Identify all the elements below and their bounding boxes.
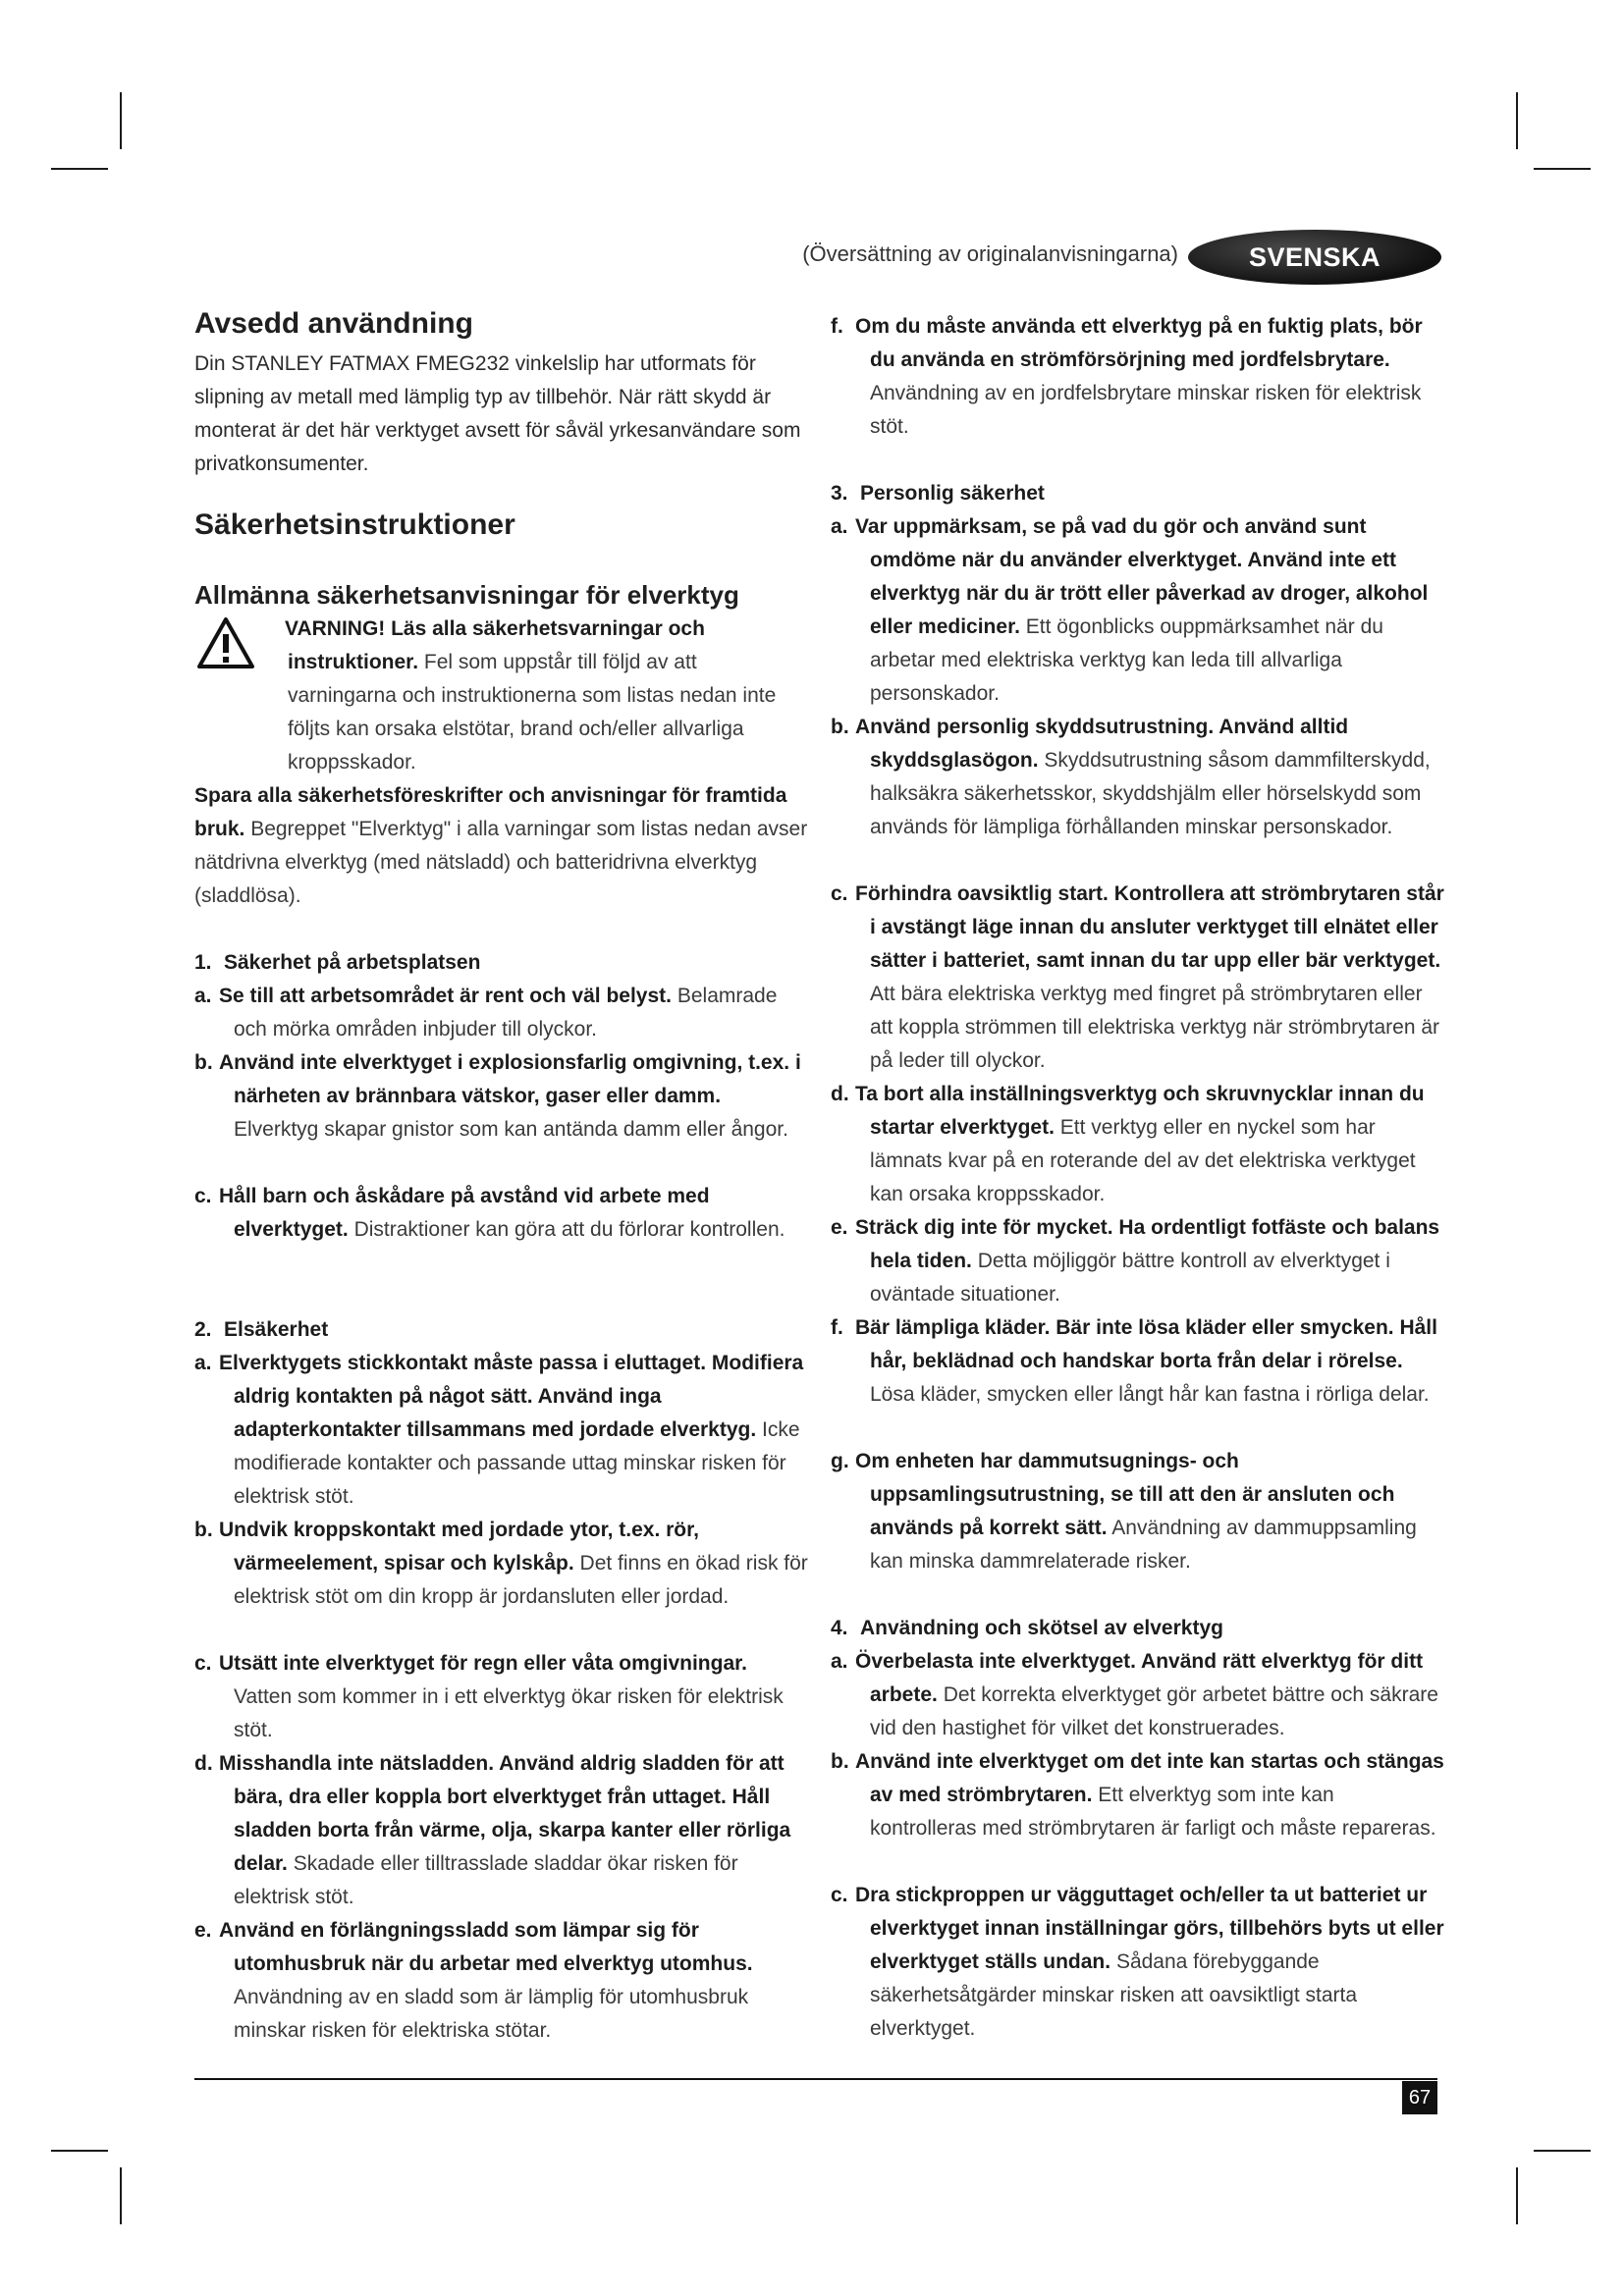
- list-item-bold-text: Håll barn och åskådare på avstånd vid arbete med elverktyget.: [219, 1185, 710, 1241]
- list-item-bold-text: Använd inte elverktyget i explosionsfarlig omgivning, t.ex. i närheten av brännbara vätskor, gaser eller damm.: [219, 1051, 801, 1107]
- safety-heading: Säkerhetsinstruktioner: [194, 508, 515, 541]
- warning-text: [285, 613, 808, 779]
- list-item-body: [831, 1211, 1444, 1311]
- save-bold: Spara alla säkerhetsföreskrifter och anvisningar för framtida bruk.: [194, 784, 787, 840]
- list-item-body: [194, 1180, 808, 1247]
- list-item-label: g.: [831, 1450, 849, 1472]
- list-item-body: [831, 310, 1444, 444]
- list-item-text: Detta möjliggör bättre kontroll av elverktyget i oväntade situationer.: [870, 1250, 1390, 1306]
- list-item-bold-text: Dra stickproppen ur vägguttaget och/eller ta ut batteriet ur elverktyget innan inställningar görs, tillbehörs byts ut eller elverktyget ställs undan.: [855, 1884, 1444, 1973]
- list-item-body: [831, 878, 1444, 1078]
- list-item: [194, 1347, 808, 1514]
- intended-use-text: Din STANLEY FATMAX FMEG232 vinkelslip har utformats för slipning av metall med lämplig typ av tillbehör. När rätt skydd är monterat är det här verktyget avsett för såväl yrkesanvändare som privatkonsumenter.: [194, 352, 801, 475]
- list-item-label: b.: [831, 1750, 849, 1773]
- list-item-bold-text: Använd en förlängningssladd som lämpar sig för utomhusbruk när du arbetar med elverktyg utomhus.: [219, 1919, 753, 1975]
- list-item-body: [831, 510, 1444, 711]
- save-instructions: [194, 779, 808, 913]
- list-item-text: Skyddsutrustning såsom dammfilterskydd, halksäkra säkerhetsskor, skyddshjälm eller hörselskydd som används för lämpliga förhållanden minskar personskador.: [870, 749, 1431, 838]
- list-item-body: [194, 1046, 808, 1147]
- list-item-label: f.: [831, 315, 843, 338]
- section-heading: 3. Personlig säkerhet: [831, 482, 1045, 505]
- list-item-text: Användning av en sladd som är lämplig för utomhusbruk minskar risken för elektriska stötar.: [234, 1986, 749, 2042]
- list-item-body: [831, 711, 1444, 844]
- section-heading: 4. Användning och skötsel av elverktyg: [831, 1617, 1223, 1639]
- list-item-label: c.: [831, 882, 848, 905]
- list-item: [831, 1311, 1444, 1412]
- list-item-bold-text: Misshandla inte nätsladden. Använd aldrig sladden för att bära, dra eller koppla bort elverktyget från uttaget. Håll sladden borta från värme, olja, skarpa kanter eller rörliga delar.: [219, 1752, 791, 1875]
- list-item: [194, 1747, 808, 1914]
- list-item: [831, 310, 1444, 444]
- list-item: [194, 1914, 808, 2048]
- list-item-bold-text: Överbelasta inte elverktyget. Använd rätt elverktyg för ditt arbete.: [855, 1650, 1424, 1706]
- list-item: [831, 711, 1444, 844]
- list-item-bold-text: Sträck dig inte för mycket. Ha ordentligt fotfäste och balans hela tiden.: [855, 1216, 1440, 1272]
- list-item-label: a.: [831, 515, 848, 538]
- list-item-label: a.: [831, 1650, 848, 1673]
- list-item: [831, 878, 1444, 1078]
- translation-note: (Översättning av originalanvisningarna): [802, 241, 1178, 266]
- list-item-text: Det finns en ökad risk för elektrisk stöt om din kropp är jordansluten eller jordad.: [234, 1552, 808, 1608]
- list-item-body: [831, 1445, 1444, 1578]
- list-item-body: [831, 1745, 1444, 1845]
- list-item-text: Ett verktyg eller en nyckel som har lämnats kvar på en roterande del av det elektriska verktyget kan orsaka kroppsskador.: [870, 1116, 1416, 1205]
- list-item-body: [194, 980, 808, 1046]
- crop-mark: [120, 2167, 122, 2224]
- list-item-text: Användning av en jordfelsbrytare minskar risken för elektrisk stöt.: [870, 382, 1422, 438]
- section-heading: 1. Säkerhet på arbetsplatsen: [194, 951, 481, 974]
- list-item-text: Det korrekta elverktyget gör arbetet bättre och säkrare vid den hastighet för vilket det konstruerades.: [870, 1683, 1438, 1739]
- list-item-text: Sådana förebyggande säkerhetsåtgärder minskar risken att oavsiktligt starta elverktyget.: [870, 1950, 1358, 2040]
- save-body: Begreppet "Elverktyg" i alla varningar som listas nedan avser nätdrivna elverktyg (med nätsladd) och batteridrivna elverktyg (sladdlösa).: [194, 818, 808, 907]
- list-item-bold-text: Var uppmärksam, se på vad du gör och använd sunt omdöme när du använder elverktyget. Använd inte ett elverktyg när du är trött eller påverkad av droger, alkohol eller mediciner.: [855, 515, 1429, 638]
- list-item-text: Ett elverktyg som inte kan kontrolleras med strömbrytaren är farligt och måste repareras.: [870, 1784, 1436, 1840]
- list-item: [831, 1879, 1444, 2046]
- footer-rule: [194, 2078, 1437, 2080]
- list-item: [194, 980, 808, 1046]
- list-item-label: d.: [831, 1083, 849, 1105]
- list-item-bold-text: Använd inte elverktyget om det inte kan startas och stängas av med strömbrytaren.: [855, 1750, 1444, 1806]
- list-item: [831, 1745, 1444, 1845]
- list-item-text: Belamrade och mörka områden inbjuder till olyckor.: [234, 985, 778, 1041]
- crop-mark: [1516, 2167, 1518, 2224]
- general-safety-heading: Allmänna säkerhetsanvisningar för elverktyg: [194, 580, 739, 610]
- list-item-text: Skadade eller tilltrasslade sladdar ökar risken för elektrisk stöt.: [234, 1852, 738, 1908]
- list-item-bold-text: Se till att arbetsområdet är rent och väl belyst.: [219, 985, 672, 1007]
- list-item-text: Vatten som kommer in i ett elverktyg ökar risken för elektrisk stöt.: [234, 1685, 784, 1741]
- list-item-bold-text: Använd personlig skyddsutrustning. Använd alltid skyddsglasögon.: [855, 716, 1349, 772]
- list-item: [194, 1514, 808, 1614]
- page-number: 67: [1402, 2081, 1437, 2114]
- list-item-label: c.: [194, 1185, 212, 1207]
- list-item-body: [831, 1078, 1444, 1211]
- list-item-body: [194, 1747, 808, 1914]
- list-item-text: Lösa kläder, smycken eller långt hår kan fastna i rörliga delar.: [870, 1383, 1430, 1406]
- crop-mark: [51, 2150, 108, 2152]
- list-item-label: e.: [194, 1919, 212, 1942]
- list-item-text: Icke modifierade kontakter och passande uttag minskar risken för elektrisk stöt.: [234, 1418, 800, 1508]
- list-item: [831, 1211, 1444, 1311]
- list-item-bold-text: Ta bort alla inställningsverktyg och skruvnycklar innan du startar elverktyget.: [855, 1083, 1425, 1139]
- list-item-label: d.: [194, 1752, 213, 1775]
- list-item-text: Distraktioner kan göra att du förlorar kontrollen.: [353, 1218, 785, 1241]
- list-item-label: c.: [831, 1884, 848, 1906]
- list-item-body: [194, 1914, 808, 2048]
- list-item-bold-text: Bär lämpliga kläder. Bär inte lösa kläder eller smycken. Håll hår, beklädnad och handskar borta från delar i rörelse.: [855, 1316, 1437, 1372]
- list-item-bold-text: Om du måste använda ett elverktyg på en fuktig plats, bör du använda en strömförsörjning med jordfelsbrytare.: [855, 315, 1423, 371]
- language-tab: SVENSKA: [1188, 230, 1441, 285]
- list-item: [831, 1078, 1444, 1211]
- list-item-label: b.: [194, 1519, 213, 1541]
- crop-mark: [51, 168, 108, 170]
- list-item-text: Elverktyg skapar gnistor som kan antända damm eller ångor.: [234, 1118, 788, 1141]
- list-item-bold-text: Elverktygets stickkontakt måste passa i eluttaget. Modifiera aldrig kontakten på något sätt. Använd inga adapterkontakter tillsammans med jordade elverktyg.: [219, 1352, 804, 1441]
- list-item-label: c.: [194, 1652, 212, 1675]
- list-item-body: [831, 1879, 1444, 2046]
- warning-body: Fel som uppstår till följd av att varningarna och instruktionerna som listas nedan inte följts kan orsaka elstötar, brand och/eller allvarliga kroppsskador.: [288, 651, 777, 774]
- list-item-bold-text: Om enheten har dammutsugnings- och uppsamlingsutrustning, se till att den är ansluten och används på korrekt sätt.: [855, 1450, 1395, 1539]
- crop-mark: [1534, 2150, 1591, 2152]
- list-item-body: [831, 1311, 1444, 1412]
- list-item-label: f.: [831, 1316, 843, 1339]
- list-item-body: [194, 1514, 808, 1614]
- list-item-bold-text: Utsätt inte elverktyget för regn eller våta omgivningar.: [219, 1652, 747, 1675]
- list-item: [194, 1046, 808, 1147]
- list-item-label: e.: [831, 1216, 848, 1239]
- list-item-label: b.: [194, 1051, 213, 1074]
- warning-bold: VARNING! Läs alla säkerhetsvarningar och instruktioner.: [285, 617, 705, 673]
- crop-mark: [120, 92, 122, 149]
- list-item-body: [831, 1645, 1444, 1745]
- list-item-label: a.: [194, 1352, 212, 1374]
- warning-triangle-icon: [196, 616, 255, 669]
- list-item-text: Ett ögonblicks ouppmärksamhet när du arbetar med elektriska verktyg kan leda till allvarliga personskador.: [870, 615, 1383, 705]
- intended-use-heading: Avsedd användning: [194, 307, 473, 340]
- list-item-text: Användning av dammuppsamling kan minska dammrelaterade risker.: [870, 1517, 1417, 1573]
- list-item-body: [194, 1347, 808, 1514]
- list-item: [194, 1647, 808, 1747]
- crop-mark: [1534, 168, 1591, 170]
- list-item: [194, 1180, 808, 1247]
- list-item-label: b.: [831, 716, 849, 738]
- list-item-body: [194, 1647, 808, 1747]
- list-item-text: Att bära elektriska verktyg med fingret på strömbrytaren eller att koppla strömmen till elektriska verktyg när strömbrytaren är på leder till olyckor.: [870, 983, 1440, 1072]
- list-item: [831, 510, 1444, 711]
- crop-mark: [1516, 92, 1518, 149]
- list-item: [831, 1645, 1444, 1745]
- list-item-label: a.: [194, 985, 212, 1007]
- list-item-bold-text: Förhindra oavsiktlig start. Kontrollera att strömbrytaren står i avstängt läge innan du ansluter verktyget till elnätet eller sätter i batteriet, samt innan du tar upp eller bär verktyget.: [855, 882, 1444, 972]
- section-heading: 2. Elsäkerhet: [194, 1318, 329, 1341]
- list-item: [831, 1445, 1444, 1578]
- list-item-bold-text: Undvik kroppskontakt med jordade ytor, t.ex. rör, värmeelement, spisar och kylskåp.: [219, 1519, 699, 1575]
